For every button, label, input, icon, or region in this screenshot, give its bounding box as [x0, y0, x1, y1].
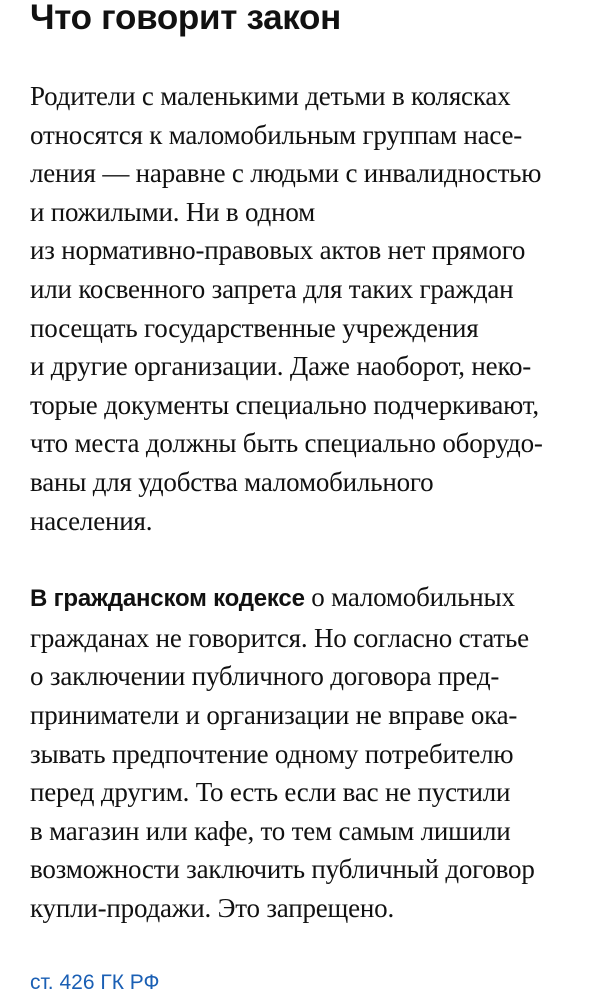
paragraph-line: гражданах не говорится. Но согласно статье	[30, 622, 529, 653]
paragraph-line: возможности заключить публичный договор	[30, 854, 535, 885]
paragraph-line: в магазин или кафе, то тем самым лишили	[30, 815, 511, 846]
paragraph-line: и другие организации. Даже наоборот, неко-	[30, 351, 532, 382]
paragraph-line: и пожилыми. Ни в одном	[30, 196, 316, 227]
paragraph-line: из нормативно-правовых актов нет прямого	[30, 235, 526, 266]
paragraph-line: Родители с маленькими детьми в колясках	[30, 81, 511, 111]
paragraph-law-overview	[30, 77, 570, 540]
paragraph-line: о заключении публичного договора пред-	[30, 661, 500, 692]
paragraph-line: посещать государственные учреждения	[30, 312, 479, 343]
paragraph-line: приниматели и организации не вправе ока-	[30, 699, 518, 730]
paragraph-line: или косвенного запрета для таких граждан	[30, 273, 514, 304]
paragraph-civil-code	[30, 578, 570, 927]
paragraph-line: относятся к маломобильным группам насе-	[30, 119, 523, 150]
paragraph-line-rest: о маломобильных	[304, 582, 515, 613]
paragraph-line: торые документы специально подчеркивают,	[30, 389, 539, 420]
paragraph-line	[30, 578, 570, 619]
section-heading: Что говорит закон	[30, 0, 341, 37]
paragraph-line: купли-продажи. Это запрещено.	[30, 892, 395, 923]
paragraph-line: ваны для удобства маломобильного	[30, 466, 434, 497]
paragraph-line: перед другим. То есть если вас не пустили	[30, 777, 511, 808]
civil-code-lead: В гражданском кодексе	[30, 585, 305, 613]
paragraph-line: ления — наравне с людьми с инвалидностью	[30, 158, 542, 189]
paragraph-line: что места должны быть специально оборудо-	[30, 428, 543, 459]
paragraph-line: населения.	[30, 505, 153, 536]
paragraph-line: зывать предпочтение одному потребителю	[30, 738, 514, 769]
source-link-gk-426[interactable]: ст. 426 ГК РФ	[30, 971, 160, 989]
